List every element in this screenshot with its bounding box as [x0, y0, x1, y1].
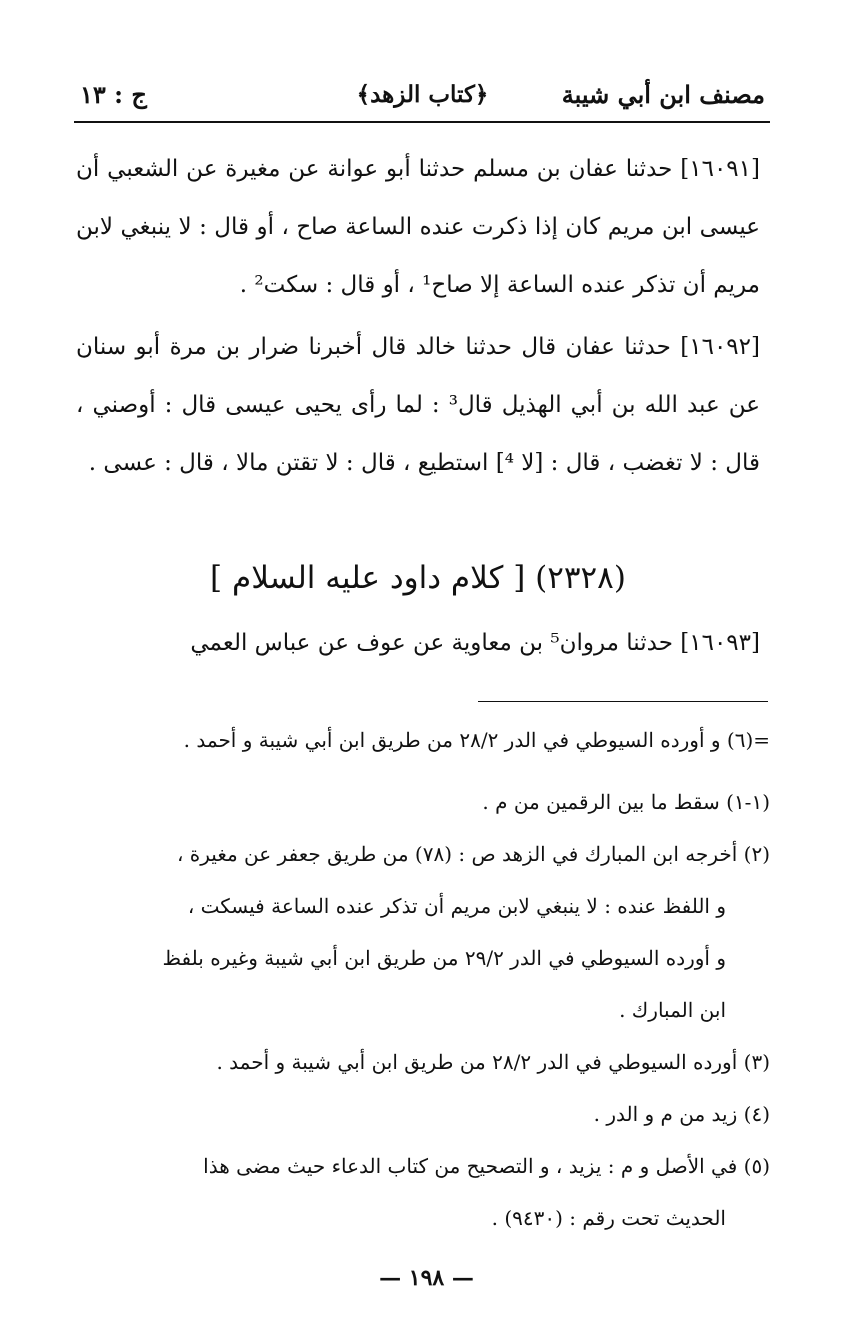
footnote-rule — [478, 701, 768, 702]
hadith-16093: [١٦٠٩٣] حدثنا مروان⁵ بن معاوية عن عوف عن عباس العمي — [190, 630, 760, 656]
footnote-2: (٢) أخرجه ابن المبارك في الزهد ص : (٧٨) من طريق جعفر عن مغيرة ، — [176, 842, 770, 866]
footnote-5: (٥) في الأصل و م : يزيد ، و التصحيح من كتاب الدعاء حيث مضى هذا — [203, 1154, 770, 1178]
footnote-2-line-4: ابن المبارك . — [619, 998, 726, 1022]
volume-number: ج : ١٣ — [80, 80, 147, 109]
hadith-16092: [١٦٠٩٢] حدثنا عفان قال حدثنا خالد قال أخبرنا ضرار بن مرة أبو سنان عن عبد الله بن أبي الهذيل قال³ : لما رأى يحيى عيسى قال : أوصني ، قال : لا تغضب ، قال : [لا ⁴] استطيع ، قال : لا تقتن مالا ، قال : عسى . — [76, 334, 760, 476]
running-header — [80, 72, 765, 118]
book-title: مصنف ابن أبي شيبة — [561, 80, 765, 109]
page-number: — ١٩٨ — — [379, 1265, 474, 1291]
footnote-2-line-3: و أورده السيوطي في الدر ٢٩/٢ من طريق ابن أبي شيبة وغيره بلفظ — [162, 946, 726, 970]
header-rule — [74, 121, 770, 123]
footnote-1: (١-١) سقط ما بين الرقمين من م . — [482, 790, 770, 814]
footnote-3: (٣) أورده السيوطي في الدر ٢٨/٢ من طريق ابن أبي شيبة و أحمد . — [216, 1050, 770, 1074]
chapter-heading: (٢٣٢٨) [ كلام داود عليه السلام ] — [210, 560, 626, 596]
footnote-continued — [100, 714, 770, 766]
footnote-5-line-2: الحديث تحت رقم : (٩٤٣٠) . — [491, 1206, 726, 1230]
main-text-continued — [76, 614, 760, 672]
footnotes — [100, 714, 770, 1244]
footnote-2-line-2: و اللفظ عنده : لا ينبغي لابن مريم أن تذكر عنده الساعة فيسكت ، — [187, 894, 726, 918]
main-text — [76, 140, 760, 492]
section-title: ﴿كتاب الزهد﴾ — [356, 81, 489, 108]
footnote-continued-text: =(٦) و أورده السيوطي في الدر ٢٨/٢ من طريق ابن أبي شيبة و أحمد . — [183, 728, 770, 752]
footnote-gap — [100, 766, 770, 776]
hadith-16091: [١٦٠٩١] حدثنا عفان بن مسلم حدثنا أبو عوانة عن مغيرة عن الشعبي أن عيسى ابن مريم كان إذا ذكرت عنده الساعة صاح ، أو قال : لا ينبغي لابن مريم أن تذكر عنده الساعة إلا صاح¹ ، أو قال : سكت² . — [76, 156, 760, 298]
footnote-4: (٤) زيد من م و الدر . — [593, 1102, 770, 1126]
